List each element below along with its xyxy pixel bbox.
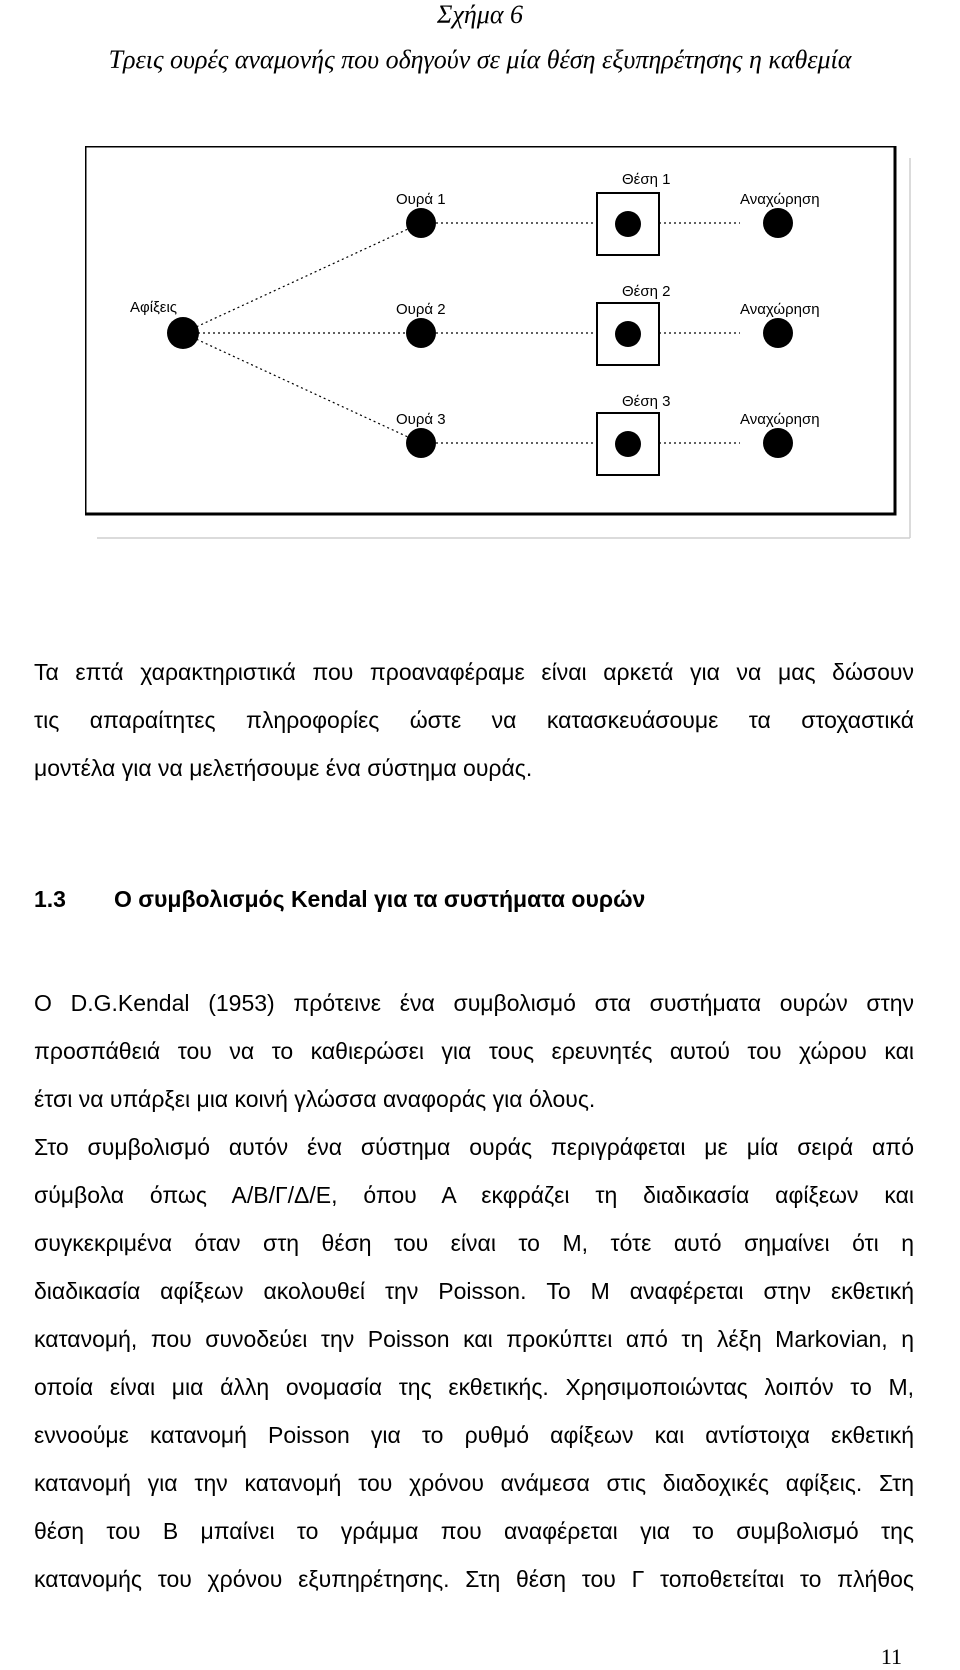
departure-2-node (763, 318, 793, 348)
server-2-label: Θέση 2 (622, 283, 671, 300)
queue-2-node (406, 318, 436, 348)
p2-line-9: θέση του Β μπαίνει το γράμμα που αναφέρεται για το συμβολισμό της (34, 1518, 914, 1544)
p2-line-5: κατανομή, που συνοδεύει την Poisson και προκύπτει από τη λέξη Markovian, η (34, 1326, 914, 1352)
p2-line-10: κατανομής του χρόνου εξυπηρέτησης. Στη θέση του Γ τοποθετείται το πλήθος (34, 1566, 914, 1592)
departure-3-node (763, 428, 793, 458)
queue-2-label: Ουρά 2 (396, 301, 446, 318)
p2-line-6: οποία είναι μια άλλη ονομασία της εκθετικής. Χρησιμοποιώντας λοιπόν το Μ, (34, 1374, 914, 1400)
p2-line-4: διαδικασία αφίξεων ακολουθεί την Poisson. Το Μ αναφέρεται στην εκθετική (34, 1278, 914, 1304)
intro-paragraph (34, 648, 914, 792)
intro-line-3: μοντέλα για να μελετήσουμε ένα σύστημα ουράς. (34, 755, 533, 781)
section-number: 1.3 (34, 886, 66, 912)
intro-line-1: Τα επτά χαρακτηριστικά που προαναφέραμε είναι αρκετά για να μας δώσουν (34, 659, 914, 685)
p1-line-3: έτσι να υπάρξει μια κοινή γλώσσα αναφοράς για όλους. (34, 1086, 596, 1112)
server-1-node (615, 211, 641, 237)
server-1-label: Θέση 1 (622, 171, 671, 188)
kendal-paragraph-1 (34, 979, 914, 1123)
server-3-node (615, 431, 641, 457)
figure-number: Σχήμα 6 (437, 0, 523, 29)
p2-line-3: συγκεκριμένα όταν στη θέση του είναι το Μ, τότε αυτό σημαίνει ότι η (34, 1230, 914, 1256)
p2-line-8: κατανομή για την κατανομή του χρόνου ανάμεσα στις διαδοχικές αφίξεις. Στη (34, 1470, 914, 1496)
queue-1-node (406, 208, 436, 238)
departure-1-node (763, 208, 793, 238)
queue-1-label: Ουρά 1 (396, 191, 446, 208)
kendal-paragraph-2 (34, 1123, 914, 1603)
p1-line-1: Ο D.G.Kendal (1953) πρότεινε ένα συμβολισμό στα συστήματα ουρών στην (34, 990, 914, 1016)
queue-3-node (406, 428, 436, 458)
server-3-label: Θέση 3 (622, 393, 671, 410)
section-title: Ο συμβολισμός Kendal για τα συστήματα ουρών (114, 886, 646, 912)
intro-line-2: τις απαραίτητες πληροφορίες ώστε να κατασκευάσουμε τα στοχαστικά (34, 707, 914, 733)
queue-3-label: Ουρά 3 (396, 411, 446, 428)
departure-3-label: Αναχώρηση (740, 411, 820, 428)
departure-2-label: Αναχώρηση (740, 301, 820, 318)
page-number: 11 (880, 1644, 902, 1669)
figure-caption: Τρεις ουρές αναμονής που οδηγούν σε μία θέση εξυπηρέτησης η καθεμία (108, 45, 852, 74)
section-heading (34, 886, 645, 913)
p2-line-7: εννοούμε κατανομή Poisson για το ρυθμό αφίξεων και αντίστοιχα εκθετική (34, 1422, 914, 1448)
queue-diagram (85, 146, 955, 546)
server-2-node (615, 321, 641, 347)
departure-1-label: Αναχώρηση (740, 191, 820, 208)
p1-line-2: προσπάθειά του να το καθιερώσει για τους ερευνητές αυτού του χώρου και (34, 1038, 914, 1064)
p2-line-1: Στο συμβολισμό αυτόν ένα σύστημα ουράς περιγράφεται με μία σειρά από (34, 1134, 914, 1160)
arrivals-label: Αφίξεις (130, 299, 178, 316)
p2-line-2: σύμβολα όπως Α/Β/Γ/Δ/Ε, όπου Α εκφράζει τη διαδικασία αφίξεων και (34, 1182, 914, 1208)
